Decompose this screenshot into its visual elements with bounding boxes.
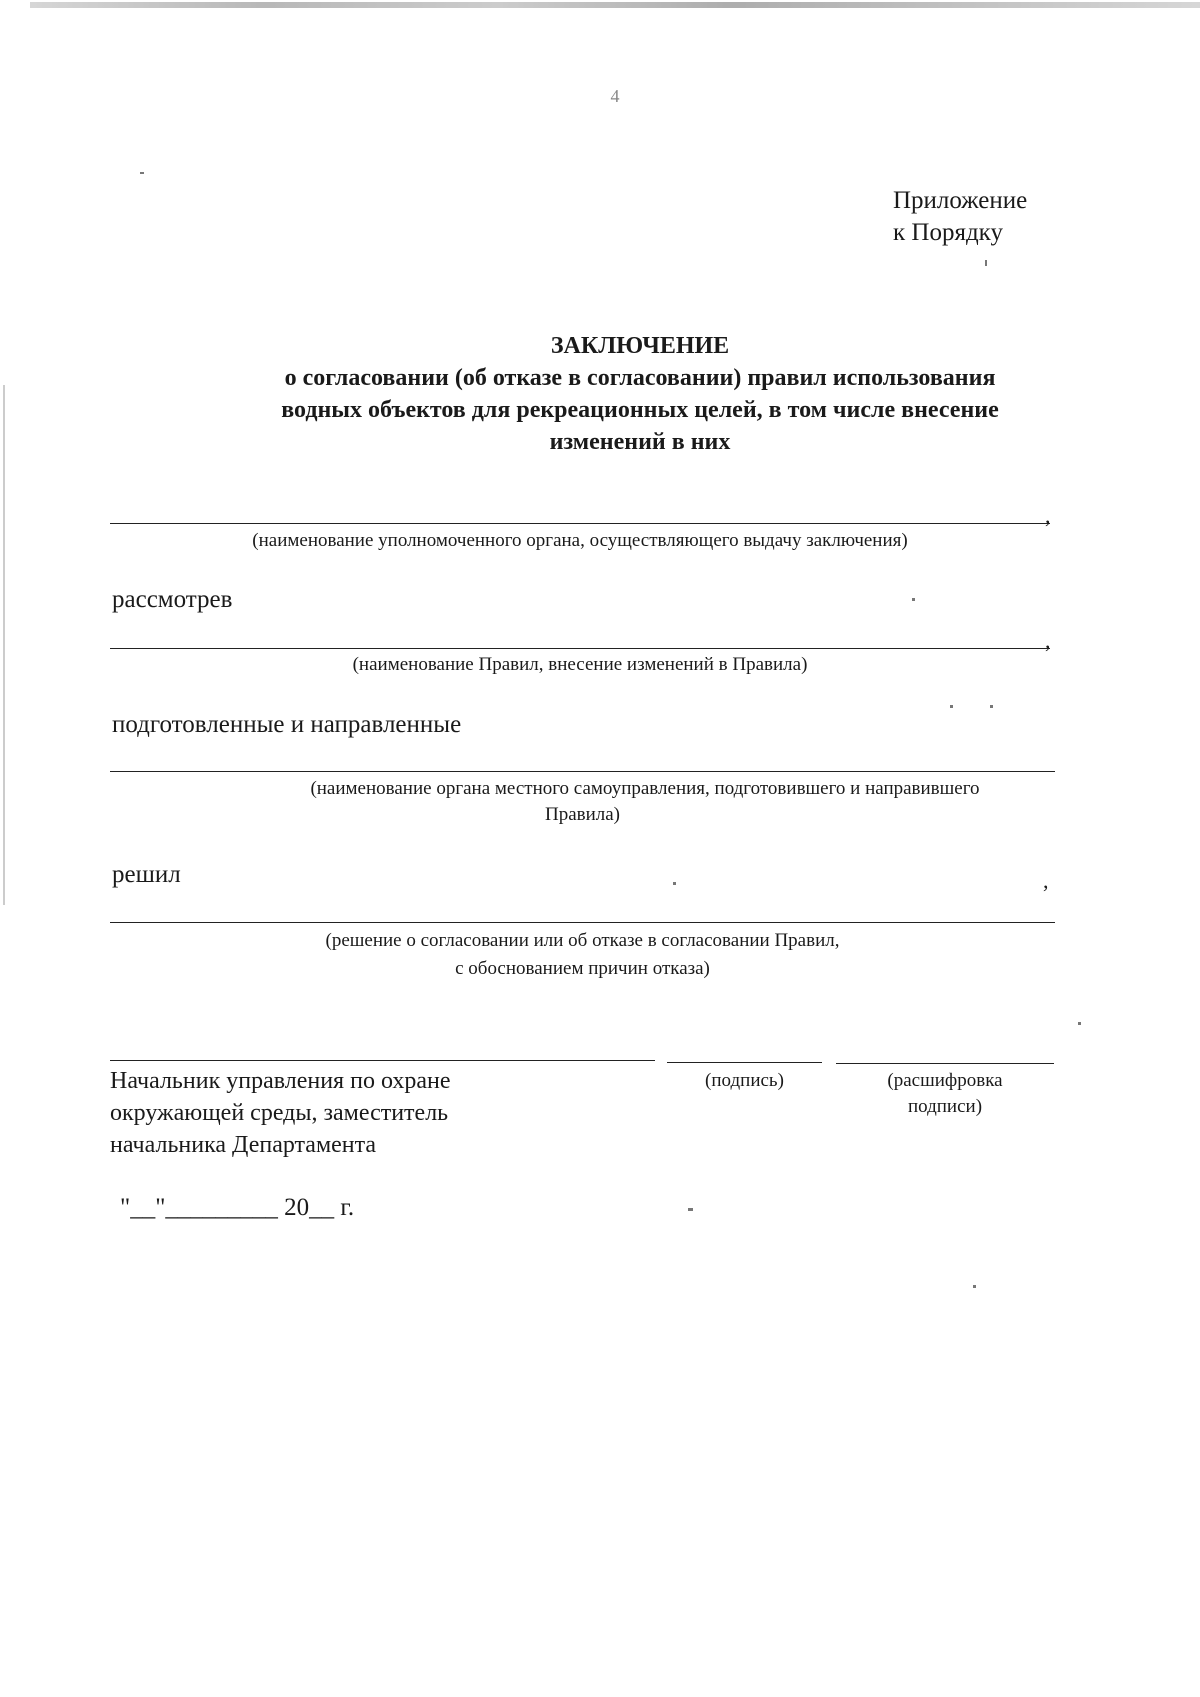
title-line-2: водных объектов для рекреационных целей, в том числе внесение: [281, 397, 999, 423]
decoding-caption-line-1: (расшифровка: [887, 1070, 1003, 1091]
appendix-note: [893, 185, 1027, 249]
authority-caption: (наименование уполномоченного органа, осуществляющего выдачу заключения): [252, 530, 908, 551]
decoding-caption-line-2: подписи): [907, 1096, 983, 1117]
decoding-field-line[interactable]: [836, 1063, 1054, 1064]
scan-edge: [30, 2, 1200, 8]
position-line-3: начальника Департамента: [110, 1132, 377, 1158]
local-gov-field-line[interactable]: [110, 771, 1055, 772]
document-title: [120, 330, 1160, 458]
signature-field-line[interactable]: [667, 1062, 822, 1063]
title-heading: ЗАКЛЮЧЕНИЕ: [550, 333, 730, 359]
authority-field-line[interactable]: [110, 523, 1050, 524]
rules-field-line[interactable]: [110, 648, 1050, 649]
title-line-3: изменений в них: [549, 429, 731, 455]
decision-caption-2: с обоснованием причин отказа): [455, 958, 710, 979]
position-line: [110, 1060, 655, 1061]
decoding-caption: [836, 1068, 1054, 1120]
signatory-position: [110, 1065, 630, 1161]
appendix-line-1: Приложение: [893, 187, 1028, 214]
comma: ,: [1045, 628, 1051, 653]
rules-caption: (наименование Правил, внесение изменений в Правила): [352, 654, 808, 675]
position-line-1: Начальник управления по охране: [110, 1068, 451, 1094]
position-line-2: окружающей среды, заместитель: [110, 1100, 449, 1126]
appendix-line-2: к Порядку: [893, 219, 1003, 246]
prepared-label: подготовленные и направленные: [112, 711, 462, 738]
date-line[interactable]: "__"_________ 20__ г.: [120, 1194, 355, 1221]
signature-caption: (подпись): [705, 1070, 784, 1091]
decision-caption-1: (решение о согласовании или об отказе в согласовании Правил,: [325, 930, 840, 951]
local-gov-caption-2: Правила): [544, 804, 621, 825]
title-line-1: о согласовании (об отказе в согласовании) правил использования: [284, 365, 996, 391]
local-gov-caption-1: (наименование органа местного самоуправления, подготовившего и направившего: [310, 778, 980, 799]
decided-label: решил: [112, 861, 181, 888]
comma: ,: [1043, 868, 1049, 893]
comma: ,: [1045, 503, 1051, 528]
page-number: 4: [610, 86, 620, 106]
reviewed-label: рассмотрев: [112, 586, 233, 613]
decision-field-line[interactable]: [110, 922, 1055, 923]
